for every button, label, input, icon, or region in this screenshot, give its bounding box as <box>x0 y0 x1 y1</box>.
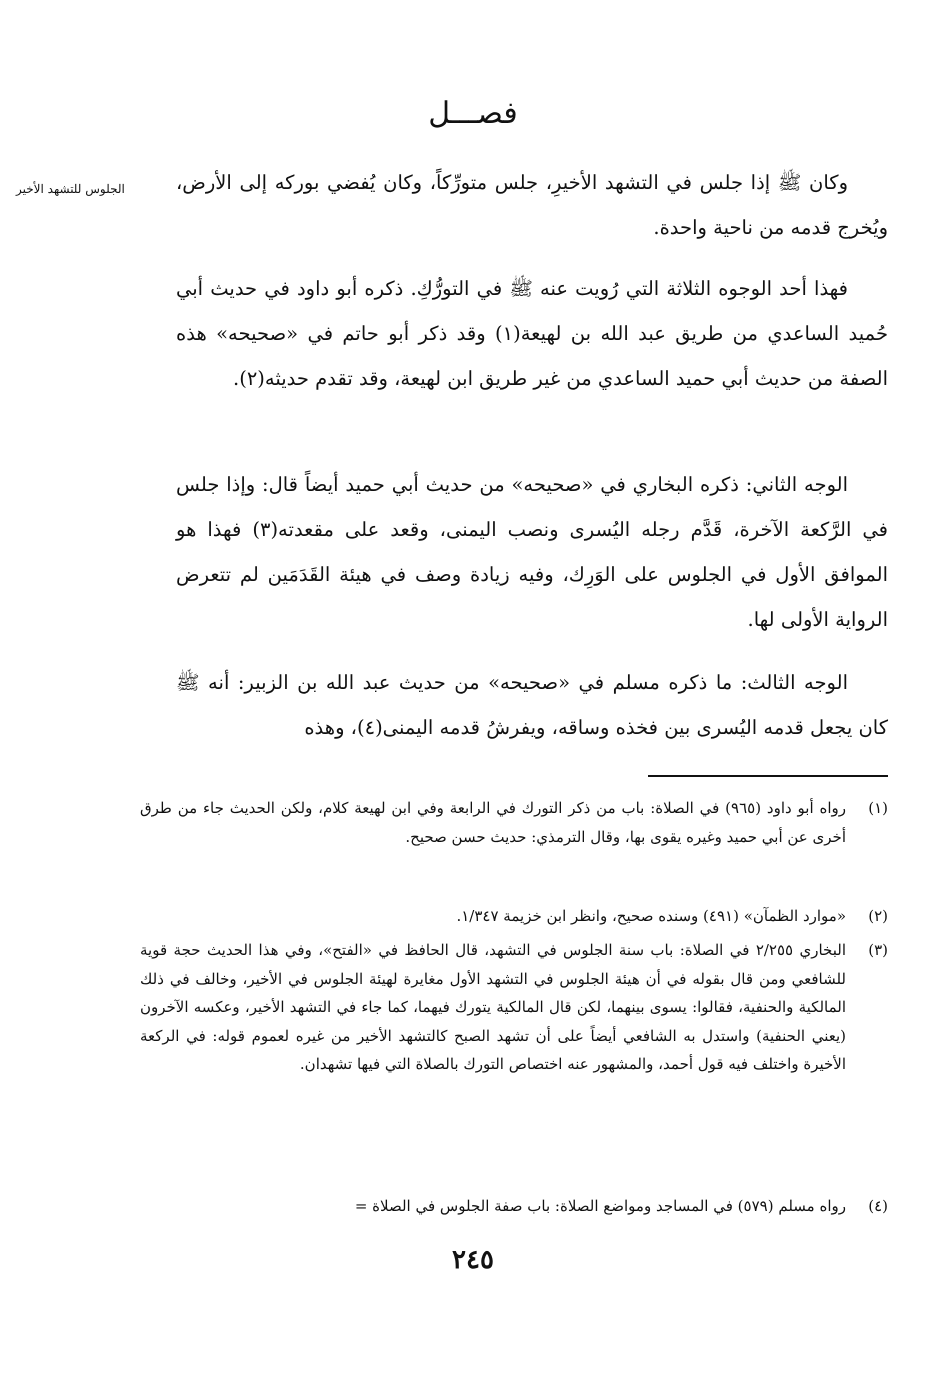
footnote-number: (١) <box>868 799 888 817</box>
footnote-separator <box>648 775 888 777</box>
paragraph-text: فهذا أحد الوجوه الثلاثة التي رُويت عنه ﷺ في التورُّكِ. ذكره أبو داود في حديث أبي حُميد الساعدي من طريق عبد الله بن لهيعة(١) وقد ذكر أبو حاتم في «صحيحه» هذه الصفة من حديث أبي حميد الساعدي من غير طريق ابن لهيعة، وقد تقدم حديثه(٢). <box>176 277 888 390</box>
paragraph-text: وكان ﷺ إذا جلس في التشهد الأخيرِ، جلس متورِّكاً، وكان يُفضي بوركه إلى الأرض، ويُخرج قدمه من ناحية واحدة. <box>176 171 888 239</box>
footnote-text: البخاري ٢/٢٥٥ في الصلاة: باب سنة الجلوس في التشهد، قال الحافظ في «الفتح»، وفي هذا الحديث حجة قوية للشافعي ومن قال بقوله في أن هيئة الجلوس في التشهد الأول مغايرة لهيئة الجلوس في الأخير، وخالف في ذلك المالكية والحنفية، فقالوا: يسوى بينهما، لكن قال المالكية يتورك فيهما، كما جاء في التشهد الأخير، وعكسه الآخرون (يعني الحنفية) واستدل به الشافعي أيضاً على أن تشهد الصبح كالتشهد الأخير من غيره لعموم قوله: في الركعة الأخيرة واختلف فيه قول أحمد، والمشهور عنه اختصاص التورك بالصلاة التي فيها تشهدان. <box>140 941 847 1074</box>
footnote-4 <box>140 1192 888 1221</box>
footnote-text: «موارد الظمآن» (٤٩١) وسنده صحيح، وانظر ابن خزيمة ١/٣٤٧. <box>456 907 846 925</box>
footnote-number: (٢) <box>868 907 888 925</box>
paragraph-text: الوجه الثالث: ما ذكره مسلم في «صحيحه» من حديث عبد الله بن الزبير: أنه ﷺ كان يجعل قدمه اليُسرى بين فخذه وساقه، ويفرشُ قدمه اليمنى(٤)، وهذه <box>176 671 888 739</box>
footnote-3 <box>140 936 888 1079</box>
body-paragraph-1 <box>176 160 888 250</box>
section-heading: فصـــل <box>428 96 518 131</box>
footnote-2 <box>140 902 888 931</box>
footnote-text: رواه أبو داود (٩٦٥) في الصلاة: باب من ذكر التورك في الرابعة وفي ابن لهيعة كلام، ولكن الحديث جاء من طرق أخرى عن أبي حميد وغيره يقوى بها، وقال الترمذي: حديث حسن صحيح. <box>140 799 846 846</box>
footnote-text: رواه مسلم (٥٧٩) في المساجد ومواضع الصلاة: باب صفة الجلوس في الصلاة = <box>354 1197 846 1215</box>
page-number: ٢٤٥ <box>452 1245 494 1275</box>
footnote-number: (٤) <box>868 1197 888 1215</box>
body-paragraph-3 <box>176 462 888 642</box>
body-paragraph-2 <box>176 266 888 401</box>
margin-note: الجلوس للتشهد الأخير <box>16 182 125 196</box>
footnote-number: (٣) <box>868 941 888 959</box>
paragraph-text: الوجه الثاني: ذكره البخاري في «صحيحه» من حديث أبي حميد أيضاً قال: وإذا جلس في الرَّكعة الآخرة، قَدَّم رجله اليُسرى ونصب اليمنى، وقعد على مقعدته(٣) فهذا هو الموافق الأول في الجلوس على الوَرِك، وفيه زيادة وصف في هيئة القَدَمَين لم تتعرض الرواية الأولى لها. <box>176 473 888 631</box>
footnote-1 <box>140 794 888 851</box>
body-paragraph-4 <box>176 660 888 750</box>
